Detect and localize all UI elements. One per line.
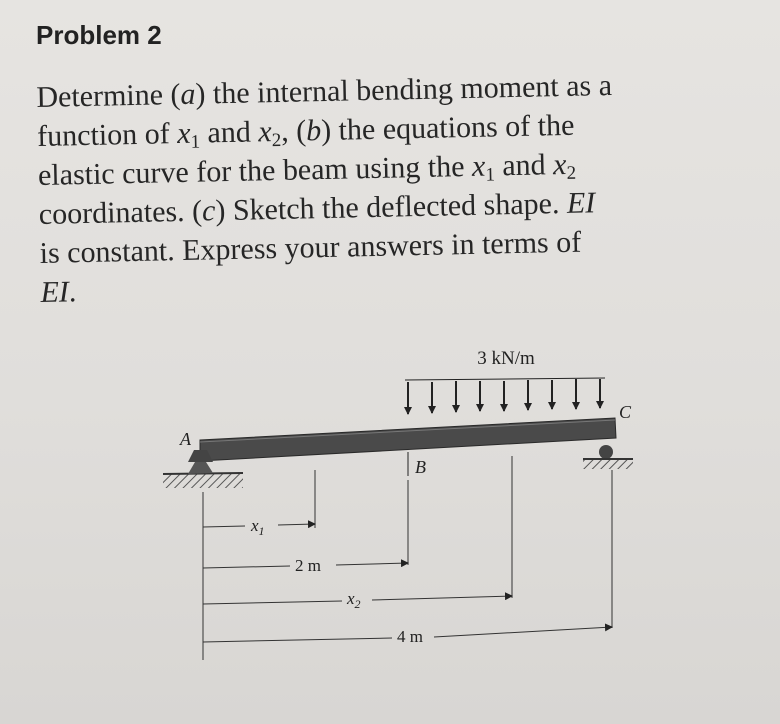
text: ) the internal bending moment as a	[195, 68, 613, 111]
part-b-letter: b	[305, 114, 322, 148]
x1-label	[250, 516, 265, 538]
text: and	[199, 115, 259, 150]
var-x: x	[257, 115, 272, 149]
part-a-letter: a	[180, 77, 196, 111]
dim-4m-label: 4 m	[397, 627, 423, 646]
text: ) the equations of the	[320, 108, 575, 148]
distributed-load-arrows	[405, 378, 605, 414]
text: function of	[36, 117, 178, 153]
text: , (	[280, 114, 307, 148]
label-a: A	[180, 429, 191, 449]
subscript: 2	[271, 129, 282, 152]
x1-var: x	[251, 516, 259, 535]
dim-2m-label: 2 m	[295, 556, 321, 575]
text: Determine (	[36, 77, 181, 114]
x1-dim-line-right	[278, 524, 315, 525]
subscript: 1	[485, 164, 496, 186]
var-x: x	[176, 116, 191, 151]
text: elastic curve for the beam using the	[37, 149, 473, 192]
ei-symbol: EI	[40, 275, 70, 309]
roller-wheel	[599, 445, 613, 459]
label-b: B	[415, 457, 426, 477]
part-c-letter: c	[201, 194, 216, 228]
problem-title: Problem 2	[36, 20, 162, 50]
x1-dim-line-left	[203, 526, 245, 527]
text: is constant. Express your answers in terms of	[39, 225, 582, 270]
dim-4m-line-right	[434, 627, 612, 637]
roller-support-c	[583, 445, 633, 469]
x2-dim-line-right	[372, 596, 512, 600]
pin-triangle	[188, 462, 213, 474]
dim-2m-line-left	[203, 566, 290, 568]
ground-hatch	[163, 474, 243, 488]
text: .	[68, 275, 77, 309]
text: and	[494, 148, 554, 183]
ground-hatch	[583, 459, 633, 469]
text: coordinates. (	[38, 194, 203, 231]
dim-2m-line-right	[336, 563, 408, 565]
x2-var: x	[347, 589, 355, 608]
subscript: 1	[190, 131, 201, 153]
var-x: x	[552, 147, 567, 182]
var-x: x	[471, 149, 486, 183]
ei-symbol: EI	[566, 186, 596, 220]
load-label: 3 kN/m	[477, 348, 535, 369]
subscript: 2	[566, 162, 577, 184]
text: ) Sketch the deflected shape.	[215, 186, 568, 228]
label-c: C	[619, 402, 632, 422]
x1-sub: 1	[258, 524, 265, 538]
x2-sub: 2	[354, 597, 361, 611]
dim-4m-line-left	[203, 638, 392, 642]
x2-label	[346, 589, 361, 611]
x2-dim-line-left	[203, 601, 342, 604]
